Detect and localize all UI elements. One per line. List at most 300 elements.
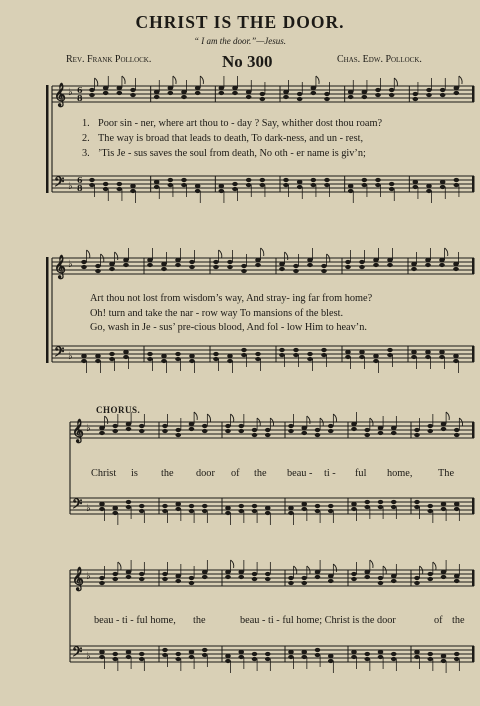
note-head — [454, 657, 460, 661]
note-head — [241, 348, 247, 352]
key-signature-flat: ♭ — [86, 503, 91, 514]
note-head — [99, 650, 105, 654]
chorus-label: CHORUS. — [96, 405, 141, 415]
note-head — [202, 424, 208, 428]
note-head — [439, 258, 445, 262]
note-head — [391, 652, 397, 656]
note-head — [324, 92, 330, 96]
note-head — [364, 657, 370, 661]
note-head — [362, 90, 368, 94]
note-flag — [370, 560, 373, 568]
note-head — [351, 422, 357, 426]
note-head — [123, 258, 129, 262]
note-head — [246, 178, 252, 182]
key-signature-flat: ♭ — [68, 351, 73, 362]
note-flag — [285, 252, 288, 260]
note-head — [425, 355, 431, 359]
note-head — [189, 655, 195, 659]
note-head — [130, 93, 136, 97]
note-flag — [118, 562, 121, 570]
note-head — [391, 426, 397, 430]
note-head — [378, 581, 384, 585]
note-flag — [231, 414, 234, 422]
note-head — [391, 657, 397, 661]
note-head — [154, 185, 160, 189]
note-head — [439, 350, 445, 354]
note-head — [411, 262, 417, 266]
note-head — [130, 184, 136, 188]
chorus-word: the — [193, 615, 206, 626]
note-head — [351, 655, 357, 659]
note-head — [89, 88, 95, 92]
note-head — [109, 352, 115, 356]
note-head — [202, 653, 208, 657]
key-signature-flat: ♭ — [68, 181, 73, 192]
double-barline — [472, 86, 474, 102]
composer-credit: Chas. Edw. Pollock. — [337, 54, 422, 65]
note-head — [391, 579, 397, 583]
note-head — [351, 577, 357, 581]
note-head — [225, 570, 231, 574]
note-head — [154, 95, 160, 99]
note-flag — [87, 250, 90, 258]
note-head — [427, 652, 433, 656]
chorus-word: the — [161, 468, 174, 479]
note-head — [411, 355, 417, 359]
note-head — [175, 357, 181, 361]
note-head — [426, 88, 432, 92]
note-head — [238, 429, 244, 433]
note-head — [147, 357, 153, 361]
note-head — [440, 180, 446, 184]
note-head — [232, 86, 238, 90]
note-head — [246, 95, 252, 99]
note-head — [453, 359, 459, 363]
note-head — [378, 431, 384, 435]
note-head — [126, 505, 132, 509]
note-head — [168, 183, 174, 187]
note-head — [103, 182, 109, 186]
hymn-number: No 300 — [222, 52, 273, 71]
note-head — [126, 422, 132, 426]
note-head — [175, 433, 181, 437]
chorus-word: the — [452, 615, 465, 626]
hymn-title: CHRIST IS THE DOOR. — [135, 12, 345, 32]
note-head — [441, 502, 447, 506]
note-head — [328, 429, 334, 433]
note-head — [362, 178, 368, 182]
note-head — [227, 354, 233, 358]
note-head — [99, 431, 105, 435]
note-head — [232, 182, 238, 186]
note-head — [139, 429, 145, 433]
bass-clef: 𝄢 — [54, 174, 65, 193]
note-head — [378, 576, 384, 580]
chorus-word: door — [196, 468, 215, 479]
note-head — [139, 657, 145, 661]
note-head — [168, 178, 174, 182]
note-head — [168, 91, 174, 95]
note-head — [265, 652, 271, 656]
note-head — [181, 183, 187, 187]
treble-clef: 𝄞 — [54, 82, 66, 106]
note-head — [139, 424, 145, 428]
note-head — [324, 97, 330, 101]
note-head — [391, 574, 397, 578]
note-head — [378, 650, 384, 654]
chorus-word: of — [434, 615, 443, 626]
note-head — [311, 178, 317, 182]
note-head — [126, 650, 132, 654]
note-head — [427, 429, 433, 433]
note-head — [123, 355, 129, 359]
note-head — [391, 505, 397, 509]
note-head — [225, 511, 231, 515]
note-head — [95, 264, 101, 268]
key-signature-flat: ♭ — [68, 87, 73, 98]
note-head — [454, 433, 460, 437]
note-head — [364, 505, 370, 509]
note-head — [202, 429, 208, 433]
note-head — [301, 650, 307, 654]
note-head — [328, 654, 334, 658]
note-head — [359, 265, 365, 269]
note-head — [126, 575, 132, 579]
note-head — [81, 260, 87, 264]
note-head — [99, 426, 105, 430]
note-head — [161, 262, 167, 266]
verse-2-number: 2. — [82, 133, 90, 144]
note-head — [232, 91, 238, 95]
note-head — [252, 577, 258, 581]
note-head — [265, 428, 271, 432]
note-head — [311, 91, 317, 95]
note-head — [364, 500, 370, 504]
note-head — [293, 353, 299, 357]
note-head — [99, 581, 105, 585]
note-head — [288, 424, 294, 428]
note-head — [175, 652, 181, 656]
note-head — [453, 267, 459, 271]
note-head — [225, 424, 231, 428]
note-head — [213, 357, 219, 361]
note-head — [288, 650, 294, 654]
note-head — [351, 572, 357, 576]
note-head — [315, 575, 321, 579]
note-head — [189, 427, 195, 431]
note-head — [389, 88, 395, 92]
note-head — [117, 182, 123, 186]
note-head — [345, 265, 351, 269]
note-head — [427, 572, 433, 576]
note-head — [195, 184, 201, 188]
note-head — [301, 655, 307, 659]
note-head — [123, 350, 129, 354]
time-signature: 6 — [77, 175, 83, 185]
note-head — [301, 581, 307, 585]
time-signature: 8 — [77, 183, 83, 193]
note-head — [427, 577, 433, 581]
note-head — [189, 422, 195, 426]
note-head — [81, 265, 87, 269]
note-head — [162, 648, 168, 652]
note-head — [364, 575, 370, 579]
note-head — [439, 263, 445, 267]
note-head — [175, 263, 181, 267]
note-head — [202, 648, 208, 652]
double-barline — [472, 498, 474, 514]
note-head — [112, 577, 118, 581]
note-head — [109, 267, 115, 271]
note-head — [391, 431, 397, 435]
note-head — [426, 189, 432, 193]
note-head — [189, 359, 195, 363]
note-head — [162, 509, 168, 513]
note-head — [373, 258, 379, 262]
note-head — [345, 350, 351, 354]
note-head — [189, 265, 195, 269]
note-head — [453, 262, 459, 266]
note-head — [112, 511, 118, 515]
note-head — [359, 355, 365, 359]
note-head — [315, 433, 321, 437]
note-head — [288, 511, 294, 515]
note-head — [283, 178, 289, 182]
verse-2-line-1: The way is broad that leads to death, To dark-ness, and un - rest, — [98, 133, 364, 144]
note-head — [195, 86, 201, 90]
verse-1-number: 1. — [82, 118, 90, 129]
note-head — [315, 648, 321, 652]
note-head — [162, 577, 168, 581]
note-head — [441, 422, 447, 426]
note-head — [301, 426, 307, 430]
note-head — [99, 655, 105, 659]
note-head — [175, 507, 181, 511]
note-head — [454, 652, 460, 656]
note-head — [225, 575, 231, 579]
note-head — [252, 572, 258, 576]
note-head — [162, 572, 168, 576]
note-head — [454, 502, 460, 506]
system-bracket — [46, 257, 49, 363]
note-flag — [333, 414, 336, 422]
note-head — [232, 187, 238, 191]
note-head — [112, 424, 118, 428]
note-head — [425, 263, 431, 267]
note-flag — [122, 76, 125, 84]
note-head — [453, 354, 459, 358]
note-head — [147, 263, 153, 267]
note-head — [413, 180, 419, 184]
note-head — [255, 352, 261, 356]
note-head — [162, 653, 168, 657]
note-head — [225, 506, 231, 510]
note-head — [375, 93, 381, 97]
note-head — [95, 354, 101, 358]
note-head — [378, 500, 384, 504]
note-flag — [115, 252, 118, 260]
note-head — [378, 426, 384, 430]
note-head — [202, 575, 208, 579]
note-head — [225, 654, 231, 658]
note-head — [161, 354, 167, 358]
note-head — [288, 576, 294, 580]
note-head — [175, 574, 181, 578]
note-head — [241, 264, 247, 268]
note-head — [103, 86, 109, 90]
double-barline — [472, 258, 474, 274]
note-head — [441, 654, 447, 658]
note-head — [441, 575, 447, 579]
bass-clef: 𝄢 — [54, 344, 65, 363]
note-head — [168, 86, 174, 90]
note-head — [238, 424, 244, 428]
note-head — [387, 263, 393, 267]
note-head — [348, 189, 354, 193]
note-head — [411, 267, 417, 271]
note-head — [95, 359, 101, 363]
note-flag — [105, 416, 108, 424]
note-head — [288, 429, 294, 433]
note-head — [252, 428, 258, 432]
note-head — [413, 92, 419, 96]
note-flag — [194, 412, 197, 420]
note-head — [454, 91, 460, 95]
note-head — [162, 429, 168, 433]
note-head — [175, 352, 181, 356]
note-head — [189, 354, 195, 358]
note-head — [364, 433, 370, 437]
note-head — [414, 576, 420, 580]
double-barline — [472, 422, 474, 438]
note-head — [241, 353, 247, 357]
verse-1-line-2: Art thou not lost from wisdom’s way, And stray- ing far from home? — [90, 293, 373, 304]
note-flag — [307, 416, 310, 424]
note-head — [89, 183, 95, 187]
note-head — [351, 502, 357, 506]
note-head — [454, 86, 460, 90]
note-head — [454, 507, 460, 511]
note-head — [328, 424, 334, 428]
note-head — [246, 90, 252, 94]
note-head — [425, 350, 431, 354]
note-head — [189, 576, 195, 580]
note-head — [126, 500, 132, 504]
note-head — [260, 183, 266, 187]
note-head — [427, 424, 433, 428]
chorus-word: Christ — [91, 468, 117, 479]
chorus-word: of — [231, 468, 240, 479]
note-head — [426, 93, 432, 97]
note-flag — [433, 562, 436, 570]
note-head — [181, 90, 187, 94]
time-signature: 8 — [77, 93, 83, 103]
note-head — [255, 263, 261, 267]
note-head — [202, 570, 208, 574]
note-flag — [219, 250, 222, 258]
note-head — [139, 504, 145, 508]
note-head — [441, 659, 447, 663]
note-head — [252, 657, 258, 661]
note-head — [238, 509, 244, 513]
note-head — [307, 263, 313, 267]
note-head — [195, 189, 201, 193]
note-head — [117, 86, 123, 90]
note-head — [454, 183, 460, 187]
note-head — [175, 258, 181, 262]
note-head — [265, 506, 271, 510]
chorus-word: beau - ti - ful home; Christ is the door — [240, 615, 396, 626]
note-head — [109, 262, 115, 266]
note-head — [252, 504, 258, 508]
note-head — [414, 428, 420, 432]
note-head — [348, 95, 354, 99]
note-head — [315, 504, 321, 508]
note-head — [288, 506, 294, 510]
note-head — [126, 427, 132, 431]
note-head — [225, 659, 231, 663]
note-head — [219, 189, 225, 193]
note-head — [454, 574, 460, 578]
note-head — [213, 260, 219, 264]
note-flag — [459, 76, 462, 84]
note-head — [373, 263, 379, 267]
note-flag — [445, 248, 448, 256]
note-head — [373, 354, 379, 358]
note-head — [161, 267, 167, 271]
note-head — [279, 262, 285, 266]
note-head — [99, 507, 105, 511]
note-head — [89, 93, 95, 97]
note-head — [139, 577, 145, 581]
treble-clef: 𝄞 — [72, 566, 84, 590]
note-head — [202, 504, 208, 508]
note-head — [315, 653, 321, 657]
note-head — [260, 178, 266, 182]
note-head — [427, 657, 433, 661]
note-head — [260, 97, 266, 101]
note-head — [307, 357, 313, 361]
treble-clef: 𝄞 — [54, 254, 66, 278]
note-head — [227, 359, 233, 363]
note-head — [293, 348, 299, 352]
note-head — [283, 90, 289, 94]
note-flag — [231, 560, 234, 568]
note-head — [99, 502, 105, 506]
note-head — [130, 189, 136, 193]
note-head — [189, 581, 195, 585]
note-head — [219, 184, 225, 188]
note-head — [283, 95, 289, 99]
note-flag — [173, 76, 176, 84]
verse-2-line-2: Oh! turn and take the nar - row way To mansions of the blest. — [90, 308, 344, 319]
note-head — [307, 352, 313, 356]
note-head — [126, 570, 132, 574]
note-head — [414, 581, 420, 585]
note-head — [162, 424, 168, 428]
note-head — [252, 509, 258, 513]
note-head — [413, 97, 419, 101]
note-head — [95, 269, 101, 273]
note-head — [364, 570, 370, 574]
note-flag — [207, 414, 210, 422]
note-head — [288, 655, 294, 659]
note-head — [225, 429, 231, 433]
note-head — [351, 507, 357, 511]
note-head — [414, 650, 420, 654]
note-head — [348, 90, 354, 94]
verse-3-number: 3. — [82, 148, 90, 159]
